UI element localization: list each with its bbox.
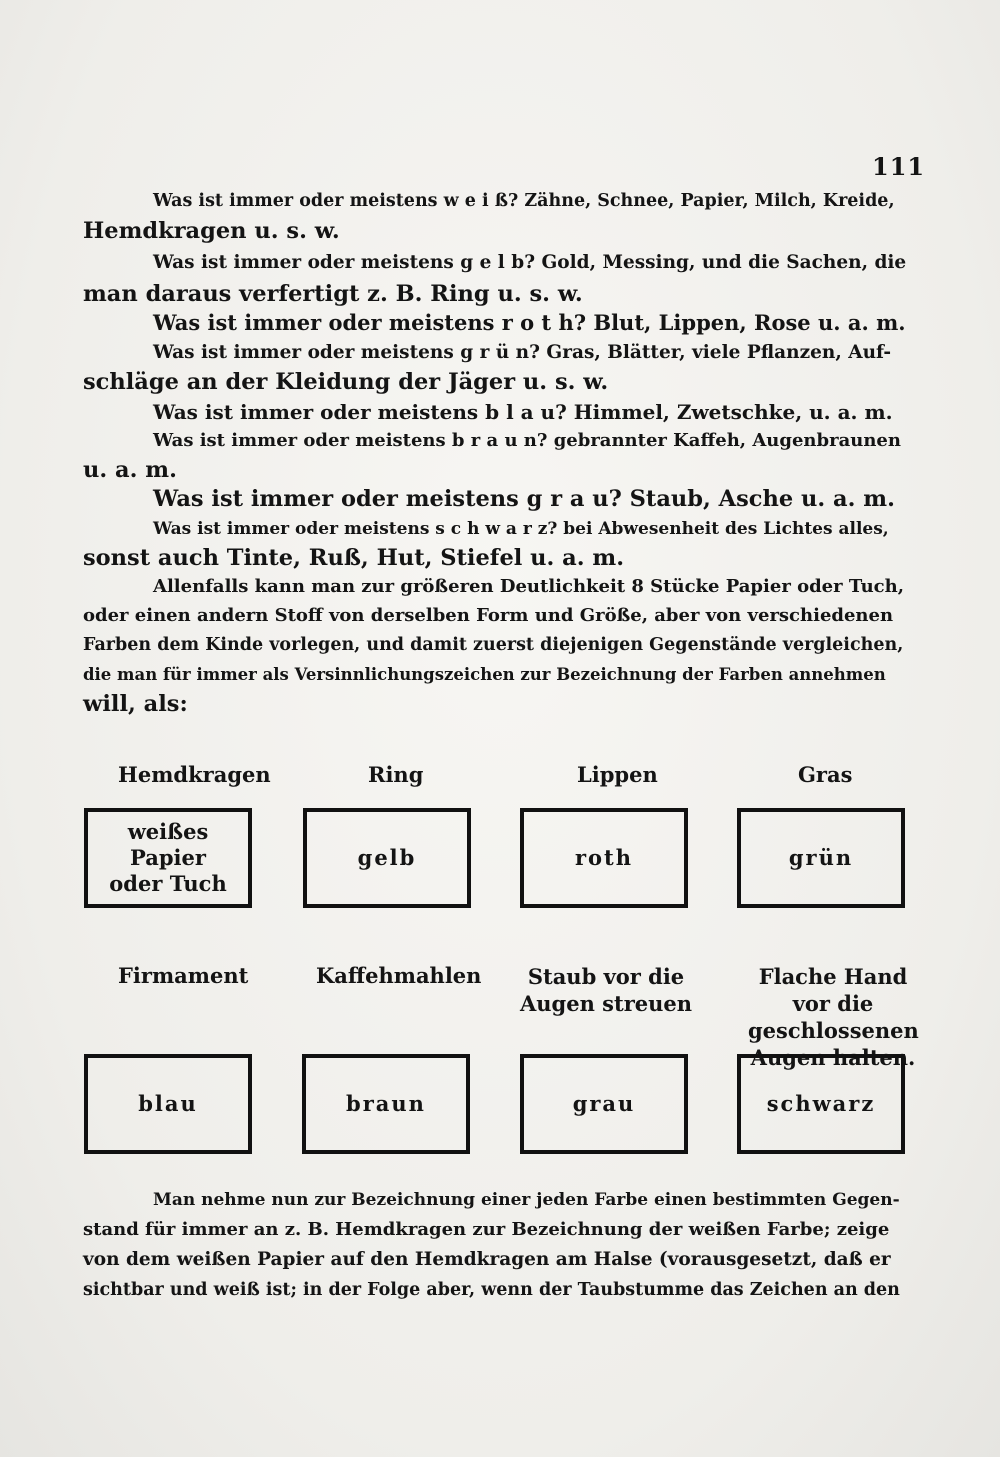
color-box-grau <box>520 1054 688 1154</box>
closing-line-2: stand für immer an z. B. Hemdkragen zur Bezeichnung der weißen Farbe; zeige <box>83 1219 890 1240</box>
label-flache-hand: Flache Hand vor die geschlossenen Augen halten. <box>748 964 919 1070</box>
label-hemdkragen: Hemdkragen <box>118 762 271 787</box>
text-line-16: Farben dem Kinde vorlegen, und damit zuerst diejenigen Gegenstände vergleichen, <box>83 635 904 655</box>
color-box-roth-label: roth <box>574 845 634 870</box>
color-box-grau-label: grau <box>572 1091 636 1116</box>
color-box-blau-label: blau <box>138 1091 198 1116</box>
color-box-gelb-label: gelb <box>357 845 417 870</box>
label-ring: Ring <box>368 762 424 787</box>
label-kaffehmahlen: Kaffehmahlen <box>316 963 482 988</box>
text-line-8: Was ist immer oder meistens b l a u? Himmel, Zwetschke, u. a. m. <box>153 400 893 424</box>
text-line-6: Was ist immer oder meistens g r ü n? Gras, Blätter, viele Pflanzen, Auf- <box>153 342 892 363</box>
color-box-braun-label: braun <box>346 1091 426 1116</box>
text-line-14: Allenfalls kann man zur größeren Deutlichkeit 8 Stücke Papier oder Tuch, <box>153 576 904 597</box>
closing-line-4: sichtbar und weiß ist; in der Folge aber, wenn der Taubstumme das Zeichen an den <box>83 1280 900 1300</box>
text-line-4: man daraus verfertigt z. B. Ring u. s. w. <box>83 281 583 307</box>
color-box-schwarz <box>737 1054 905 1154</box>
text-line-10: u. a. m. <box>83 457 177 483</box>
text-line-12: Was ist immer oder meistens s c h w a r z? bei Abwesenheit des Lichtes alles, <box>153 519 889 539</box>
text-line-9: Was ist immer oder meistens b r a u n? gebrannter Kaffeh, Augenbraunen <box>153 430 901 451</box>
closing-line-3: von dem weißen Papier auf den Hemdkragen am Halse (vorausgesetzt, daß er <box>83 1249 891 1270</box>
text-line-13: sonst auch Tinte, Ruß, Hut, Stiefel u. a. m. <box>83 545 625 571</box>
label-gras: Gras <box>798 762 853 787</box>
color-box-roth <box>520 808 688 908</box>
label-lippen: Lippen <box>577 762 658 787</box>
text-line-17: die man für immer als Versinnlichungszeichen zur Bezeichnung der Farben annehmen <box>83 665 886 684</box>
color-box-braun <box>302 1054 470 1154</box>
text-line-18: will, als: <box>83 691 188 717</box>
text-line-3: Was ist immer oder meistens g e l b? Gold, Messing, und die Sachen, die <box>153 252 907 273</box>
color-box-schwarz-label: schwarz <box>766 1091 876 1116</box>
label-firmament: Firmament <box>118 963 249 988</box>
color-box-blau <box>84 1054 252 1154</box>
page-number: 111 <box>872 152 926 181</box>
color-box-gelb <box>303 808 471 908</box>
text-line-7: schläge an der Kleidung der Jäger u. s. w. <box>83 369 609 395</box>
color-box-gruen <box>737 808 905 908</box>
color-box-weiss <box>84 808 252 908</box>
text-line-15: oder einen andern Stoff von derselben Form und Größe, aber von verschiedenen <box>83 605 894 626</box>
text-line-1: Was ist immer oder meistens w e i ß? Zähne, Schnee, Papier, Milch, Kreide, <box>153 191 895 211</box>
text-line-5: Was ist immer oder meistens r o t h? Blut, Lippen, Rose u. a. m. <box>153 310 906 335</box>
color-box-weiss-label: weißes Papier oder Tuch <box>109 819 227 896</box>
closing-line-1: Man nehme nun zur Bezeichnung einer jeden Farbe einen bestimmten Gegen- <box>153 1190 900 1210</box>
label-staub: Staub vor die Augen streuen <box>519 964 693 1016</box>
text-line-11: Was ist immer oder meistens g r a u? Staub, Asche u. a. m. <box>153 486 895 512</box>
color-box-gruen-label: grün <box>788 845 854 870</box>
text-line-2: Hemdkragen u. s. w. <box>83 218 340 244</box>
